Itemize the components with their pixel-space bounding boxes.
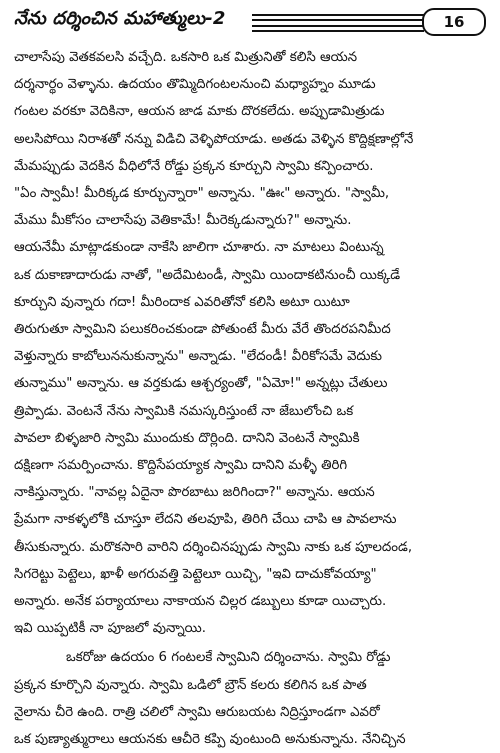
text-line: తిరుగుతూ స్వామిని పలుకరించకుండా పోతుంటే మీరు వేరే తొందరపనిమీద: [14, 322, 391, 338]
text-line: నాకిస్తున్నారు. "నావల్ల ఏదైనా పొరబాటు జరిగిందా?" అన్నాను. ఆయన: [14, 485, 375, 501]
text-line: గంటల వరకూ వెదికినా, ఆయన జాడ మాకు దొరకలేదు. అప్పుడామిత్రుడు: [14, 104, 385, 120]
text-line: తీసుకున్నారు. మరొకసారి వారిని దర్శించినప్పుడు స్వామి నాకు ఒక పూలదండ,: [14, 539, 413, 555]
text-line: తున్నాము" అన్నాను. ఆ వర్తకుడు ఆశ్చర్యంతో, "ఏమో!" అన్నట్లు చేతులు: [14, 376, 388, 392]
text-line: పావలా బిళ్ళజారి స్వామి ముందుకు దొర్లింది. దానిని వెంటనే స్వామికి: [14, 430, 360, 446]
header-rules: [252, 14, 424, 32]
text-line: త్రిప్పాడు. వెంటనే నేను స్వామికి నమస్కరిస్తుంటే నా జేబులోంచి ఒక: [14, 403, 354, 419]
text-line: దర్శనార్థం వెళ్ళాను. ఉదయం తొమ్మిదిగంటలనుంచి మధ్యాహ్నం మూడు: [14, 77, 376, 93]
paragraph-1: [14, 44, 490, 642]
text-line: మేమప్పుడు వెదకిన వీధిలోనే రోడ్డు ప్రక్కన కూర్చుని స్వామి కన్పించారు.: [14, 158, 374, 174]
text-line: చాలాసేపు వెతకవలసి వచ్చేది. ఒకసారి ఒక మిత్రునితో కలిసి ఆయన: [14, 50, 358, 65]
text-line: ఇవి యిప్పటికీ నా పూజలో వున్నాయి.: [14, 621, 206, 637]
text-line: ఒక దుకాణాదారుడు నాతో, "అదేమిటండీ, స్వామి యిందాకటినుంచీ యిక్కడే: [14, 267, 401, 283]
text-line: ఒక పుణ్యాత్మురాలు ఆయనకు ఆచీరె కప్పి వుంటుంది అనుకున్నాను. నేనిచ్చిన: [14, 732, 406, 748]
text-line: మేము మీకోసం చాలాసేపు వెతికామే! మీరెక్కడున్నారు?" అన్నాను.: [14, 213, 352, 229]
text-line: ప్రక్కన కూర్చొని వున్నారు. స్వామి ఒడిలో బ్రౌన్ కలరు కలిగిన ఒక పాత: [14, 677, 367, 693]
text-line: ఒకరోజు ఉదయం 6 గంటలకే స్వామిని దర్శించాను. స్వామి రోడ్డు: [66, 650, 391, 666]
text-line: అన్నారు. అనేక పర్యాయాలు నాకాయన చిల్లర డబ్బులు కూడా యిచ్చారు.: [14, 594, 387, 610]
text-line: కూర్చుని వున్నారు గదా! మీరిందాక ఎవరితోనో కలిసి అటూ యిటూ: [14, 294, 350, 310]
text-line: "ఏం స్వామీ! మీరిక్కడ కూర్చున్నారా" అన్నాను. "ఊఁ" అన్నారు. "స్వామీ,: [14, 186, 390, 202]
text-line: దక్షిణగా సమర్పించాను. కొద్దిసేపయ్యాక స్వామి దానిని మళ్ళీ తిరిగి: [14, 458, 348, 474]
text-line: వెళ్తున్నారు కాబోలుననుకున్నాను" అన్నాడు. "లేదండీ! వీరికోసమే వెదుకు: [14, 349, 382, 365]
paragraph-2: [14, 644, 490, 753]
body-text: [14, 44, 490, 753]
text-line: నైలాను చీరె ఉంది. రాత్రి చలిలో స్వామి ఆరుబయట నిద్రిస్తూండగా ఎవరో: [14, 704, 380, 720]
page-header: [14, 6, 486, 40]
text-line: ప్రేమగా నాకళ్ళలోకి చూస్తూ లేదని తలవూపి, తిరిగి చేయి చాపి ఆ పావలాను: [14, 512, 397, 528]
text-line: ఆయనేమీ మాట్లాడకుండా నాకేసి జాలిగా చూశారు. నా మాటలు వింటున్న: [14, 240, 384, 256]
text-line: సిగరెట్టు పెట్టెలు, ఖాళీ అగరువత్తి పెట్టెలూ యిచ్చి, "ఇవి దాచుకోవయ్యా": [14, 566, 377, 582]
text-line: అలసిపోయి నిరాశతో నన్ను విడిచి వెళ్ళిపోయాడు. అతడు వెళ్ళిన కొద్దిక్షణాల్లోనే: [14, 131, 414, 147]
page-number: 16: [422, 8, 486, 36]
book-title: నేను దర్శించిన మహాత్ములు-2: [14, 8, 226, 29]
